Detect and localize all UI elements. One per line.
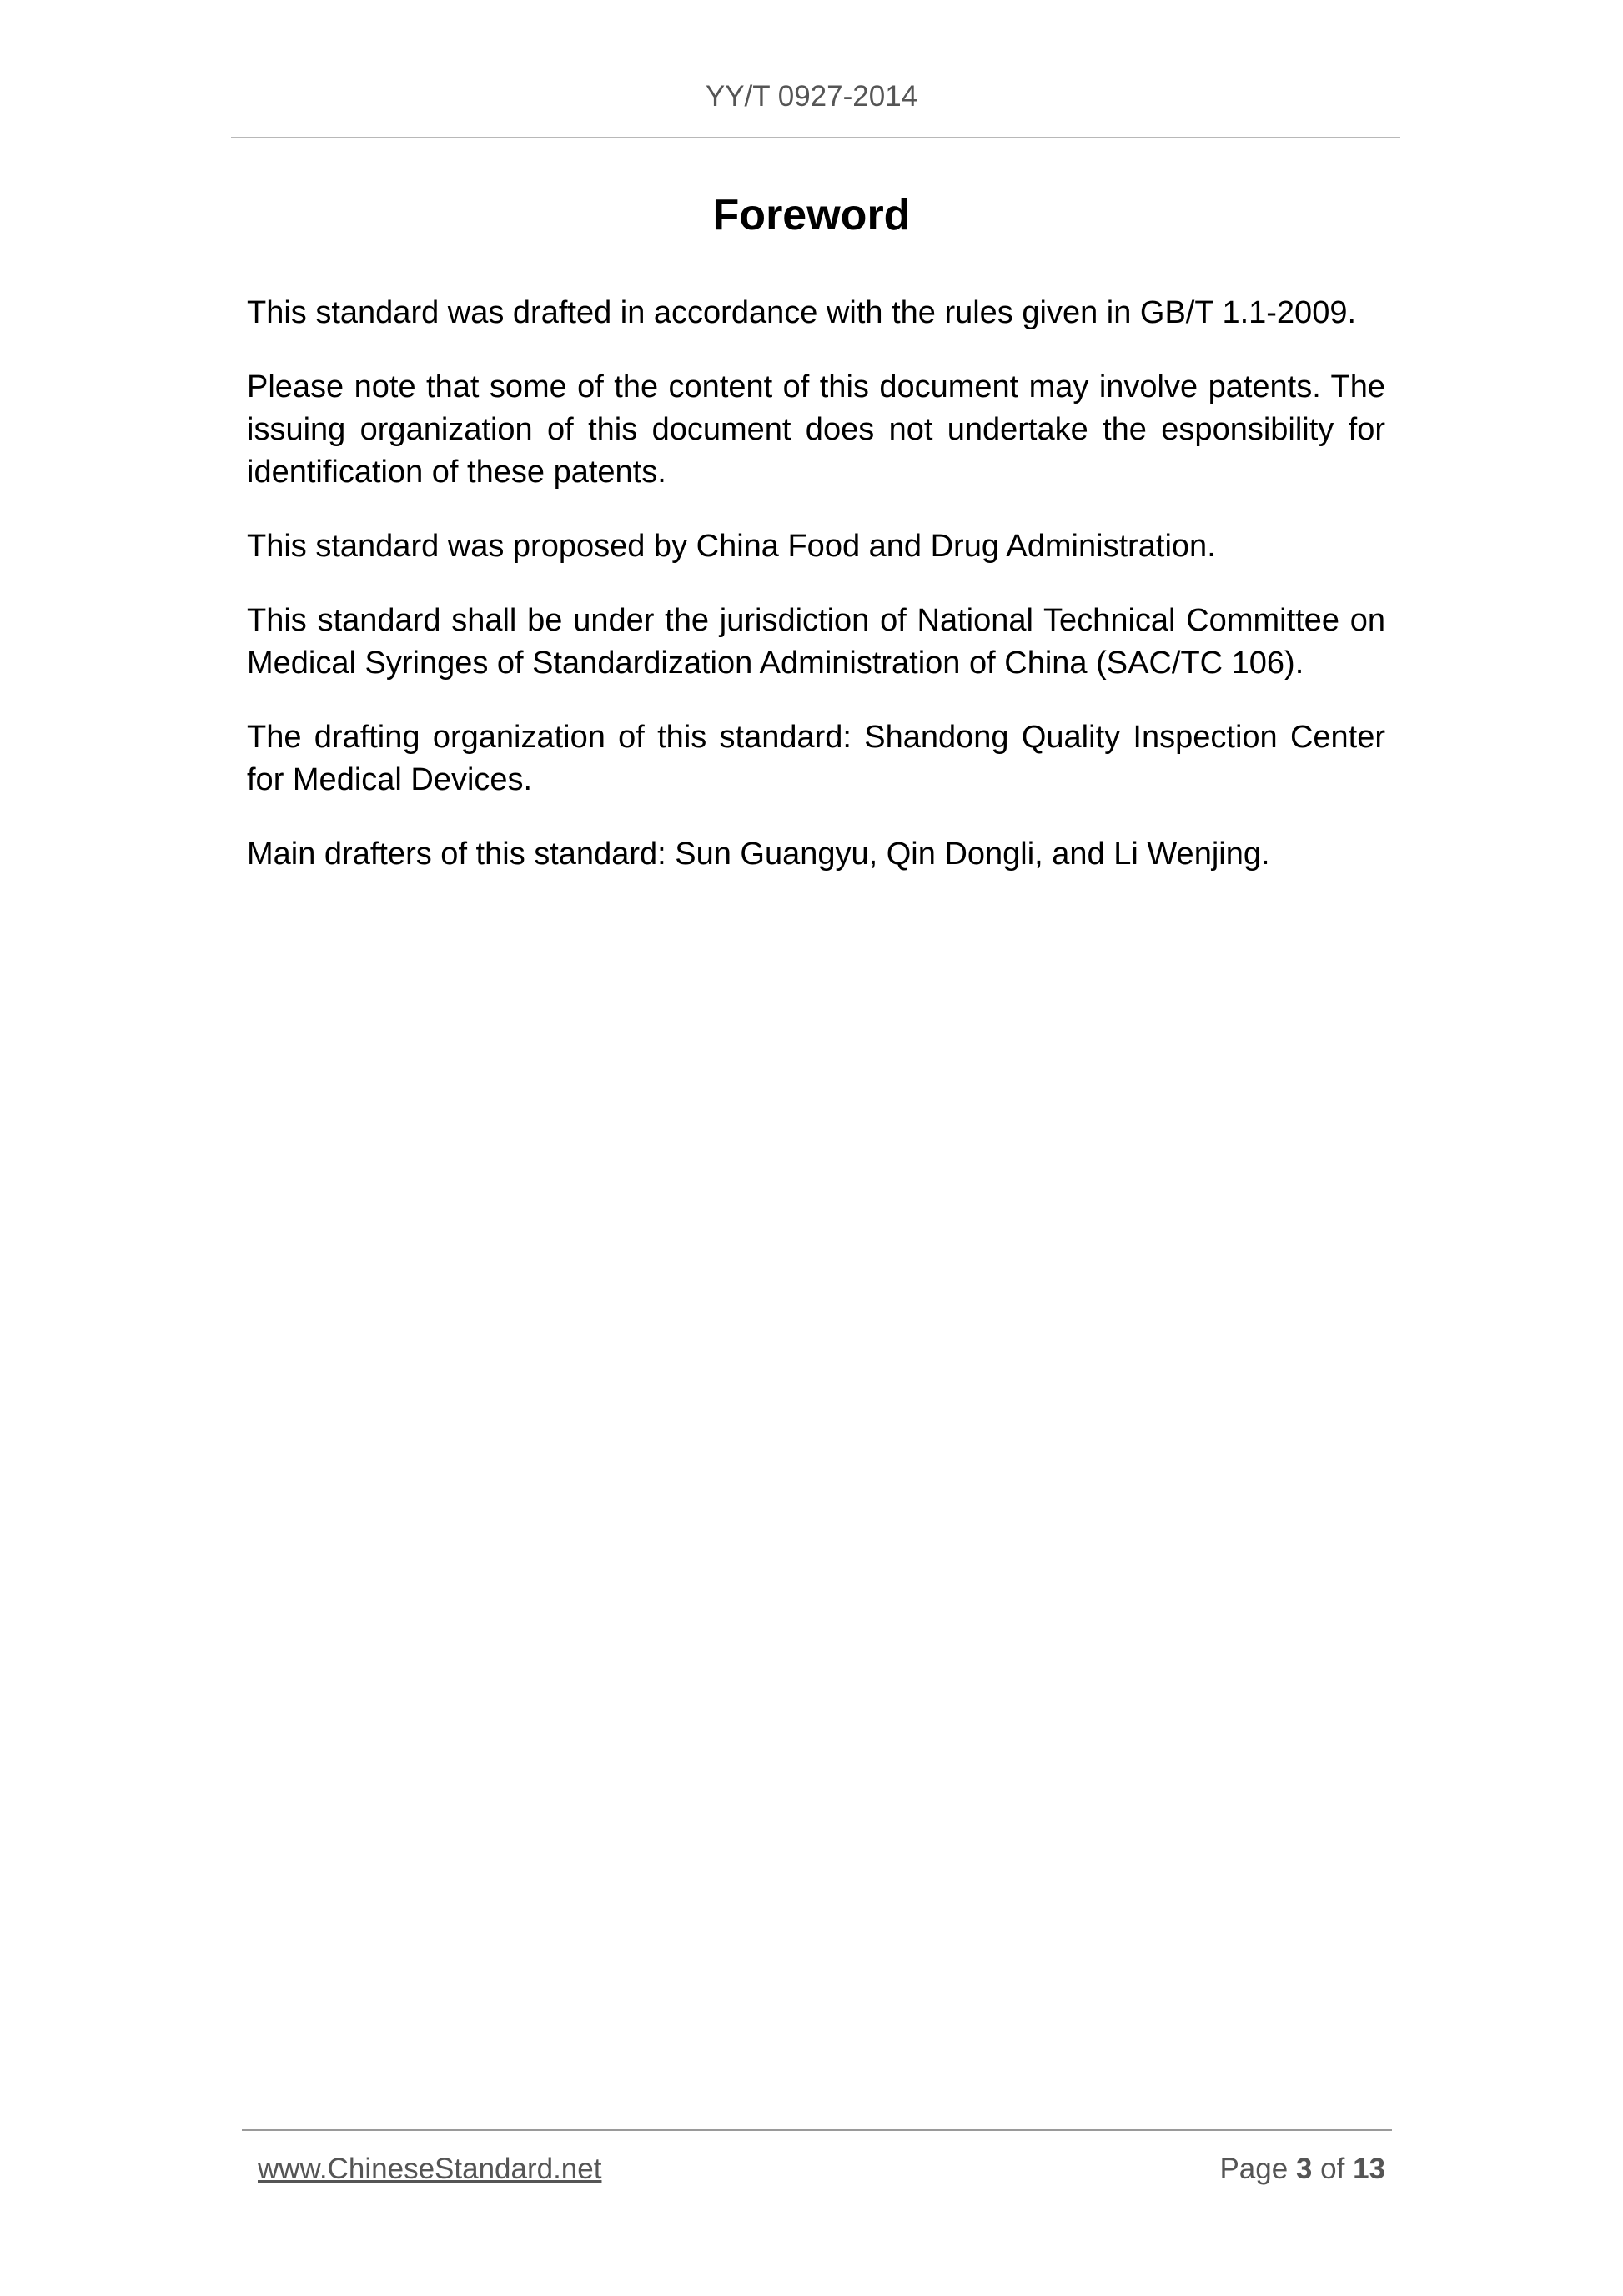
paragraph-drafting-rules: This standard was drafted in accordance with the rules given in GB/T 1.1-2009.: [247, 295, 1357, 330]
paragraph-jurisdiction: This standard shall be under the jurisdiction of National Technical Committee on Medical Syringes of Standardization Administration of China (SAC/TC 106).: [247, 603, 1385, 681]
page-word: Page: [1219, 2153, 1289, 2185]
page-current: 3: [1295, 2153, 1313, 2185]
page-of-word: of: [1320, 2153, 1345, 2185]
header-divider: [231, 137, 1400, 138]
footer-divider: [242, 2129, 1392, 2131]
paragraph-drafting-organization: The drafting organization of this standard: Shandong Quality Inspection Center for Medical Devices.: [247, 720, 1385, 797]
page-number: [1219, 2152, 1385, 2187]
paragraph-proposed-by: This standard was proposed by China Food and Drug Administration.: [247, 529, 1216, 564]
foreword-body: [247, 292, 1385, 907]
website-link[interactable]: www.ChineseStandard.net: [258, 2153, 602, 2185]
paragraph-patents-note: Please note that some of the content of this document may involve patents. The issuing organization of this document does not undertake the esponsibility for identification of these patents.: [247, 369, 1385, 490]
page-title: Foreword: [712, 191, 911, 239]
paragraph-main-drafters: Main drafters of this standard: Sun Guangyu, Qin Dongli, and Li Wenjing.: [247, 837, 1270, 872]
document-code-header: YY/T 0927-2014: [705, 80, 918, 113]
page-total: 13: [1353, 2153, 1385, 2185]
